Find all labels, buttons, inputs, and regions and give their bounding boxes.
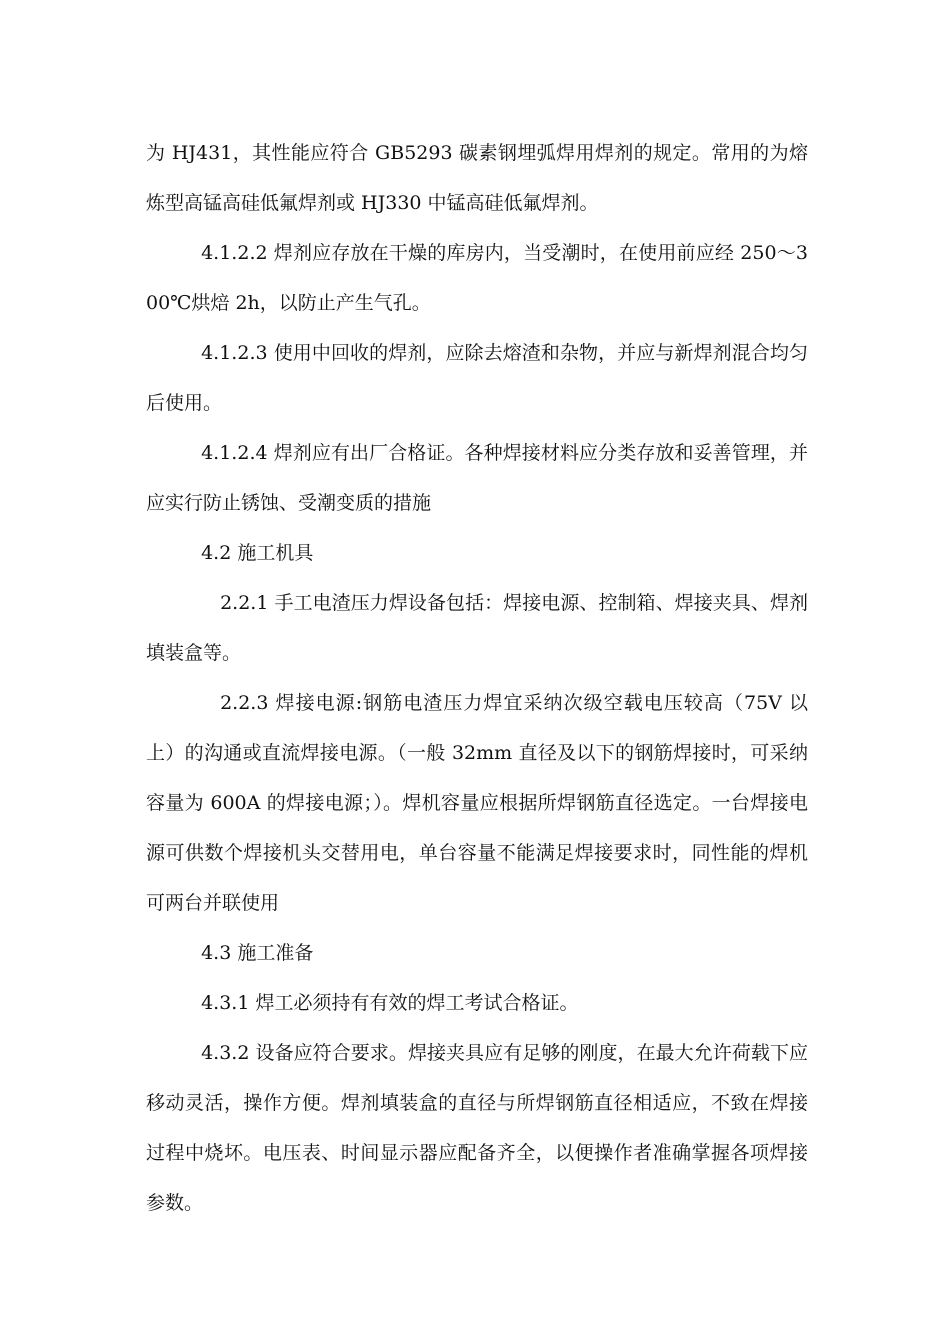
- document-body: [146, 128, 808, 1228]
- paragraph-4-3-2: 4.3.2 设备应符合要求。焊接夹具应有足够的刚度，在最大允许荷载下应移动灵活，操作方便。焊剂填装盒的直径与所焊钢筋直径相适应，不致在焊接过程中烧坏。电压表、时间显示器应配备齐全，以便操作者准确掌握各项焊接参数。: [146, 1042, 808, 1214]
- paragraph-2-2-1: 2.2.1 手工电渣压力焊设备包括：焊接电源、控制箱、焊接夹具、焊剂填装盒等。: [146, 592, 808, 664]
- paragraph-2-2-3: 2.2.3 焊接电源:钢筋电渣压力焊宜采纳次级空载电压较高（75V 以上）的沟通或直流焊接电源。（一般 32mm 直径及以下的钢筋焊接时，可采纳容量为 600A 的焊接电源；）。焊机容量应根据所焊钢筋直径选定。一台焊接电源可供数个焊接机头交替用电，单台容量不能满足焊接要求时，同性能的焊机可两台并联使用: [146, 692, 808, 914]
- paragraph-4-1-2-2: 4.1.2.2 焊剂应存放在干燥的库房内，当受潮时，在使用前应经 250～300℃烘焙 2h，以防止产生气孔。: [146, 242, 808, 314]
- paragraph-4-1-2-3: 4.1.2.3 使用中回收的焊剂，应除去熔渣和杂物，并应与新焊剂混合均匀后使用。: [146, 342, 808, 414]
- paragraph-4-3-1: 4.3.1 焊工必须持有有效的焊工考试合格证。: [201, 992, 579, 1014]
- section-heading-4-2: 4.2 施工机具: [201, 542, 314, 564]
- section-heading-4-3: 4.3 施工准备: [201, 942, 314, 964]
- paragraph-flux-spec: 为 HJ431，其性能应符合 GB5293 碳素钢埋弧焊用焊剂的规定。常用的为熔炼型高锰高硅低氟焊剂或 HJ330 中锰高硅低氟焊剂。: [146, 142, 808, 214]
- paragraph-4-1-2-4: 4.1.2.4 焊剂应有出厂合格证。各种焊接材料应分类存放和妥善管理，并应实行防止锈蚀、受潮变质的措施: [146, 442, 808, 514]
